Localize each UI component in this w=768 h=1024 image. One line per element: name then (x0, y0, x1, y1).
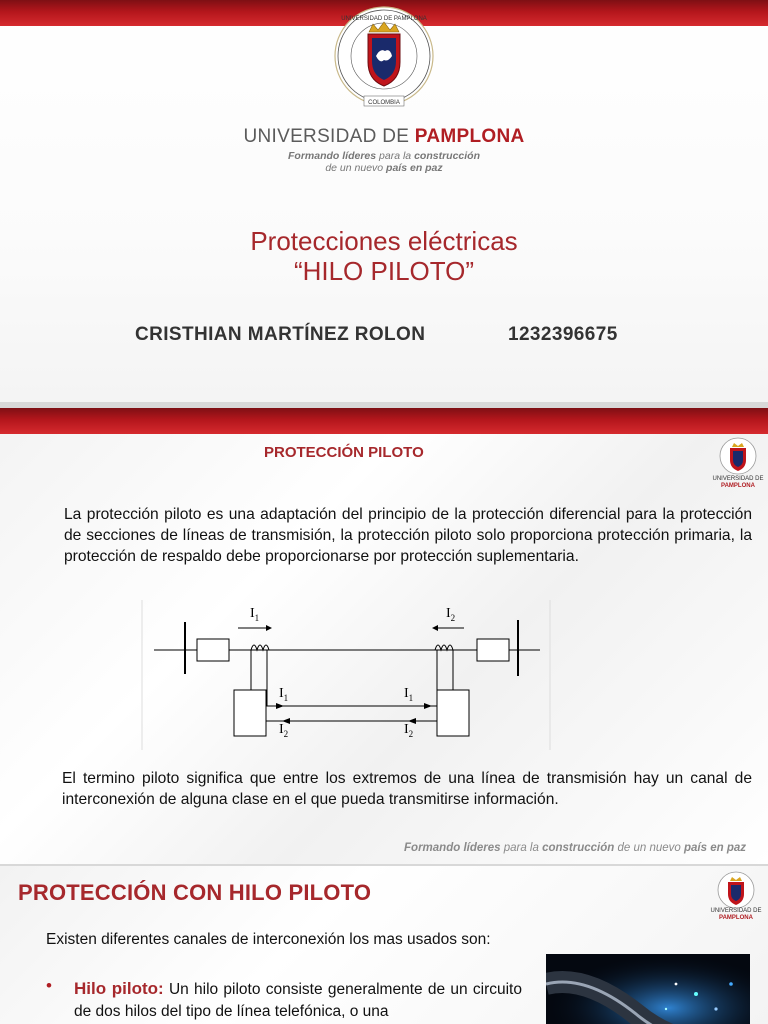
fiber-cable-image (546, 954, 750, 1024)
university-seal (333, 4, 435, 116)
label-i: I (250, 606, 255, 621)
paragraph-pilot-meaning: El termino piloto significa que entre los extremos de una línea de transmisión hay un canal de interconexión de alguna clase en el que pueda transmitirse información. (62, 770, 752, 808)
label-i2-top (446, 606, 455, 623)
svg-text:UNIVERSIDAD DE PAMPLONA: UNIVERSIDAD DE PAMPLONA (341, 16, 427, 22)
slide2-red-bar (0, 408, 768, 434)
label-sub: 1 (283, 692, 289, 703)
svg-text:COLOMBIA: COLOMBIA (368, 100, 400, 106)
label-i: I (404, 722, 409, 737)
paragraph-definition: La protección piloto es una adaptación del principio de la protección diferencial para la protección de secciones de líneas de transmisión, la protección piloto solo proporciona protección primaria, la protección de respaldo debe proporcionarse por protección suplementaria. (64, 506, 752, 565)
bullet-dot: • (46, 976, 52, 995)
university-small-logo (716, 436, 760, 476)
footer-motto (404, 842, 746, 854)
slide3-title: PROTECCIÓN CON HILO PILOTO (18, 880, 372, 905)
label-i: I (404, 686, 409, 701)
label-i: I (279, 722, 284, 737)
label-sub: 1 (254, 612, 260, 623)
bullet-pilot-wire (46, 978, 522, 1023)
footer-part: de un nuevo (614, 842, 684, 854)
small-logo-line2: PAMPLONA (721, 483, 755, 489)
university-small-logo (714, 870, 758, 910)
label-sub: 2 (408, 728, 414, 739)
motto-part: país en paz (386, 162, 443, 174)
pilot-protection-slide (0, 408, 768, 864)
label-i1-right (404, 686, 413, 703)
footer-part: construcción (542, 842, 615, 854)
motto-part: de un nuevo (325, 162, 387, 174)
small-logo-line1: UNIVERSIDAD DE (710, 908, 762, 914)
university-name-bold: PAMPLONA (414, 126, 525, 147)
label-i2-left (279, 722, 288, 739)
footer-part: para la (503, 842, 543, 854)
motto-part: Formando líderes (288, 150, 380, 162)
author-name: CRISTHIAN MARTÍNEZ ROLON (135, 324, 426, 345)
motto-part: para la (379, 150, 415, 162)
motto-part: construcción (414, 150, 480, 162)
small-logo-text (706, 908, 766, 922)
pilot-wire-slide (0, 866, 768, 1024)
label-i2-right (404, 722, 413, 739)
small-logo-text (708, 476, 768, 490)
small-logo-line1: UNIVERSIDAD DE (712, 476, 764, 482)
presentation-subtitle: “HILO PILOTO” (293, 256, 475, 286)
label-i1-top (250, 606, 259, 623)
label-sub: 2 (450, 612, 456, 623)
label-i: I (446, 606, 451, 621)
motto-line-2 (0, 162, 768, 174)
label-i1-left (279, 686, 288, 703)
footer-part: Formando líderes (404, 842, 504, 854)
label-i: I (279, 686, 284, 701)
university-prefix: UNIVERSIDAD DE (243, 126, 415, 147)
pilot-wire-diagram (140, 600, 552, 750)
author-id: 1232396675 (508, 324, 618, 345)
bullet-label: Hilo piloto: (74, 979, 164, 998)
label-sub: 2 (283, 728, 289, 739)
small-logo-line2: PAMPLONA (719, 915, 753, 921)
university-name (0, 126, 768, 148)
slide2-title: PROTECCIÓN PILOTO (264, 444, 424, 461)
bullet-text: Un hilo piloto consiste generalmente de un circuito de dos hilos del tipo de línea telefónica, o una (74, 981, 522, 1020)
presentation-title: Protecciones eléctricas (250, 226, 518, 256)
motto-line-1 (0, 150, 768, 162)
footer-part: país en paz (684, 842, 746, 854)
intro-text: Existen diferentes canales de interconexión los mas usados son: (46, 931, 491, 948)
title-slide (0, 0, 768, 402)
label-sub: 1 (408, 692, 414, 703)
